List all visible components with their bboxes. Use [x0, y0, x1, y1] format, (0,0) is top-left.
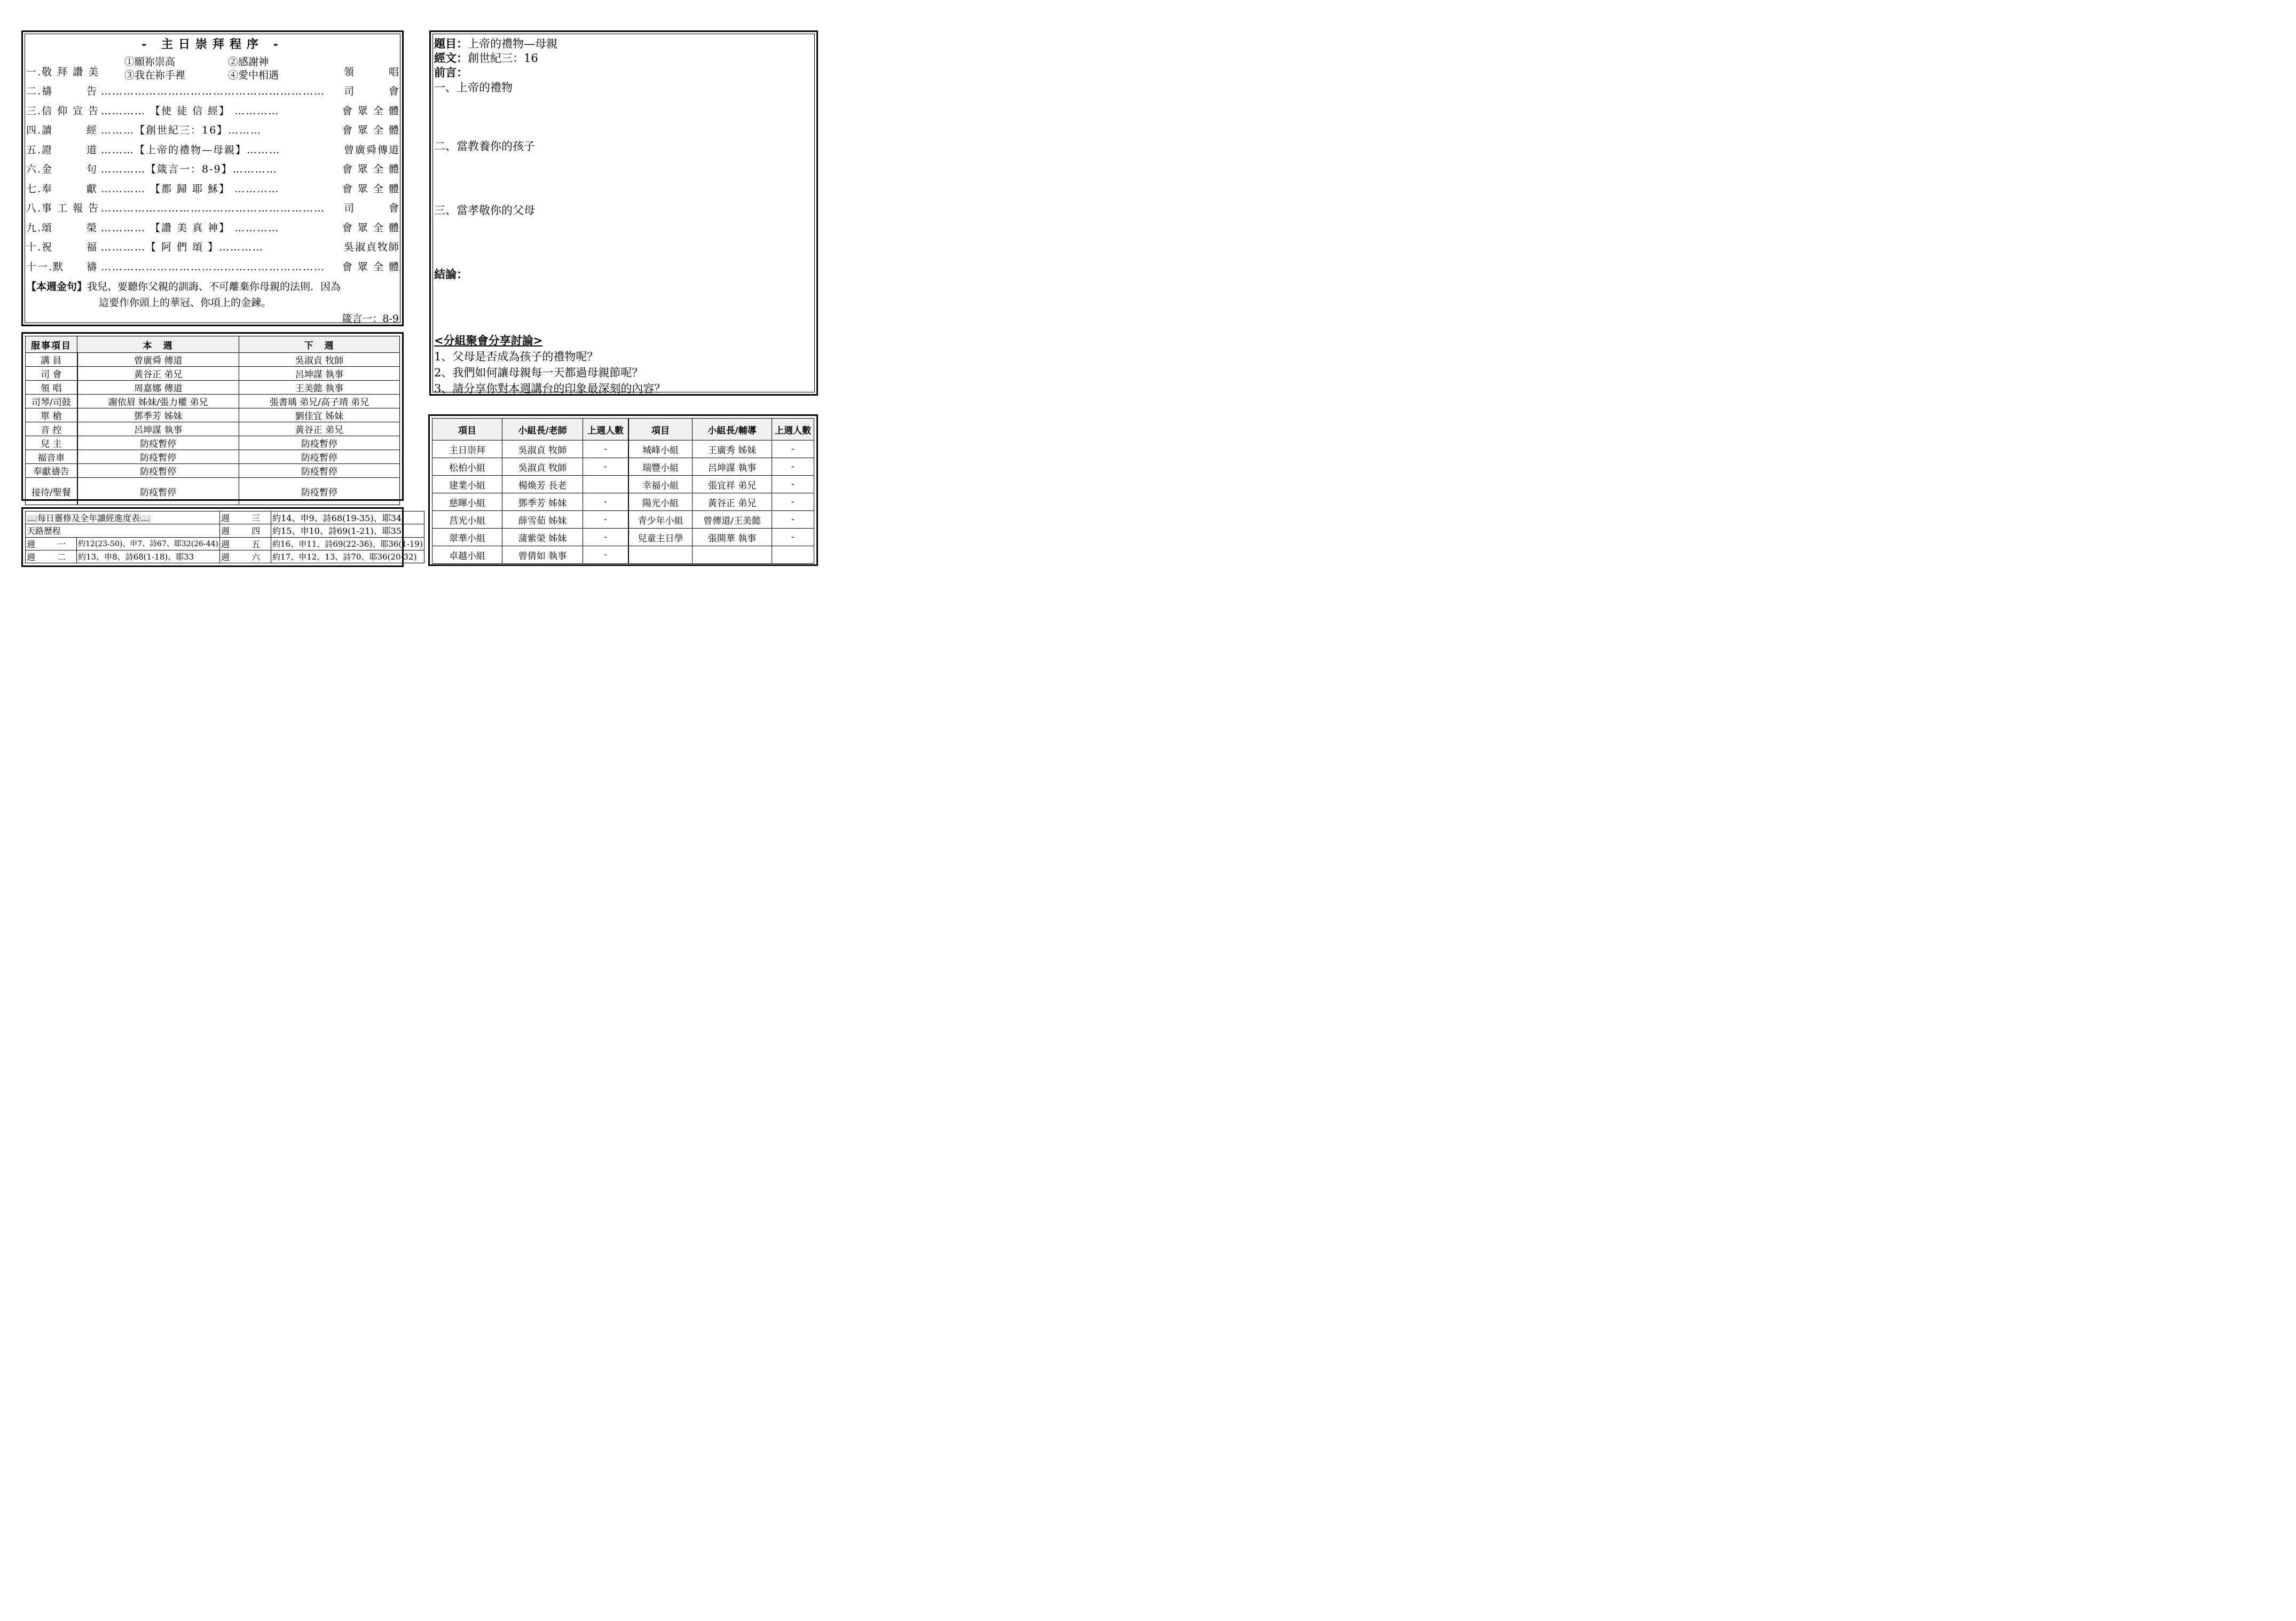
table-cell: 張宜祥 弟兄 [693, 476, 772, 493]
table-cell: 建業小組 [433, 476, 502, 493]
table-cell [772, 546, 814, 564]
sermon-point: 一、上帝的禮物 [434, 81, 513, 94]
table-cell: 曾倩如 執事 [502, 546, 583, 564]
worship-item [26, 101, 400, 121]
table-header-row [433, 419, 814, 440]
day-label: 週 二 [26, 550, 77, 563]
sermon-topic-text: 上帝的禮物—母親 [468, 37, 557, 50]
table-cell: 青少年小組 [628, 511, 693, 529]
worship-item-leader: 會 眾 全 體 [342, 222, 400, 234]
table-row [433, 546, 814, 564]
worship-item-leader: 會 眾 全 體 [342, 183, 400, 195]
table-cell: 吳淑貞 牧師 [239, 353, 400, 367]
table-cell [693, 546, 772, 564]
day-label: 週 五 [220, 537, 271, 550]
praise-song: ④愛中相遇 [228, 69, 279, 81]
table-cell: 接待/聖餐 [26, 478, 77, 505]
table-cell: 呂坤謀 執事 [77, 422, 239, 436]
table-cell: 鄧季芳 姊妹 [502, 493, 583, 511]
table-cell: 奉獻禱告 [26, 464, 77, 478]
reading-plan-panel [21, 507, 423, 567]
sermon-scripture-text: 創世紀三：16 [468, 52, 538, 65]
worship-item-detail: ………【上帝的禮物—母親】……… [101, 144, 281, 156]
table-cell: - [772, 440, 814, 458]
table-row [433, 440, 814, 458]
column-header: 下 週 [239, 336, 400, 353]
table-cell: - [772, 529, 814, 546]
table-cell: - [772, 493, 814, 511]
table-cell: 黃谷正 弟兄 [77, 367, 239, 381]
table-cell: 兒童主日學 [628, 529, 693, 546]
table-cell: 周嘉娜 傳道 [77, 381, 239, 395]
worship-item-name: 五.證 道 [26, 144, 98, 156]
table-cell: 王美懿 執事 [239, 381, 400, 395]
group-table [432, 418, 814, 564]
table-cell: 音 控 [26, 422, 77, 436]
discussion-question: 2、我們如何讓母親每一天都過母親節呢？ [434, 366, 643, 379]
table-cell: 司 會 [26, 367, 77, 381]
sermon-scripture-label: 經文： [434, 51, 468, 65]
sermon-scripture [434, 50, 538, 66]
table-cell: 鄧季芳 姊妹 [77, 408, 239, 422]
table-cell: 吳淑貞 牧師 [502, 440, 583, 458]
worship-item [26, 257, 400, 277]
weekly-verse-ref: 箴言一：8-9 [342, 313, 399, 325]
worship-item [26, 62, 400, 82]
column-header: 上週人數 [772, 419, 814, 440]
table-row [433, 493, 814, 511]
table-row [26, 550, 424, 563]
worship-item-name: 十.祝 福 [26, 241, 98, 253]
table-cell: 王廣秀 姊妹 [693, 440, 772, 458]
table-cell: 兒 主 [26, 436, 77, 450]
table-row [26, 512, 424, 524]
reading-plan-table [25, 511, 424, 563]
column-header: 服事項目 [26, 336, 77, 353]
worship-item-name: 七.奉 獻 [26, 183, 98, 195]
sermon-topic-label: 題目： [434, 37, 468, 50]
column-header: 小組長/輔導 [693, 419, 772, 440]
weekly-verse-line2: 這要作你頭上的華冠、你項上的金鍊。 [99, 297, 272, 309]
service-table [25, 336, 400, 505]
worship-item-detail: …………【箴言一：8-9】………… [101, 163, 278, 175]
worship-item-name: 一.敬 拜 讚 美 [26, 66, 100, 78]
sermon-point: 二、當教養你的孩子 [434, 140, 535, 153]
table-cell: - [583, 458, 629, 476]
table-cell: 陽光小組 [628, 493, 693, 511]
table-cell: 防疫暫停 [239, 478, 400, 505]
column-header: 項目 [433, 419, 502, 440]
reading-text: 約15、申10、詩69(1-21)、耶35 [271, 524, 424, 537]
table-cell: 劉佳宜 姊妹 [239, 408, 400, 422]
table-cell: 呂坤謀 執事 [693, 458, 772, 476]
worship-item-name: 三.信 仰 宣 告 [26, 105, 100, 117]
worship-item-leader: 會 眾 全 體 [342, 105, 400, 117]
column-header: 本 週 [77, 336, 239, 353]
table-row [26, 408, 400, 422]
worship-item-name: 九.頌 榮 [26, 222, 98, 234]
worship-item [26, 121, 400, 140]
table-cell: 防疫暫停 [239, 450, 400, 464]
table-cell: - [772, 476, 814, 493]
table-cell: 防疫暫停 [77, 464, 239, 478]
table-cell: - [772, 511, 814, 529]
weekly-verse-line1: 我兒、要聽你父親的訓誨、不可離棄你母親的法則．因為 [87, 281, 341, 293]
worship-item-detail: …………………………………………………… [101, 261, 325, 273]
day-label: 週 四 [220, 524, 271, 537]
table-cell: 曾廣舜 傳道 [77, 353, 239, 367]
table-cell: 領 唱 [26, 381, 77, 395]
book-icon: 📖 [139, 513, 151, 524]
table-cell: 幸福小組 [628, 476, 693, 493]
worship-item [26, 199, 400, 218]
worship-item [26, 238, 400, 257]
table-row [26, 395, 400, 408]
praise-song: ③我在祢手裡 [124, 69, 186, 81]
table-row [26, 464, 400, 478]
worship-item-leader: 會 眾 全 體 [342, 124, 400, 136]
table-cell: - [583, 493, 629, 511]
table-row [26, 353, 400, 367]
table-row [26, 436, 400, 450]
reading-text: 約16、申11、詩69(22-36)、耶36(1-19) [271, 537, 424, 550]
column-header: 項目 [628, 419, 693, 440]
worship-item-leader: 領 唱 [343, 66, 400, 78]
table-cell: 薛雪茹 姊妹 [502, 511, 583, 529]
day-label: 週 一 [26, 537, 77, 550]
worship-item [26, 140, 400, 160]
worship-item [26, 218, 400, 238]
worship-item-leader: 曾廣舜傳道 [343, 144, 400, 156]
discussion-title: <分組聚會分享討論> [434, 334, 543, 347]
table-row [26, 537, 424, 550]
praise-song: ①願祢崇高 [124, 56, 176, 68]
table-cell: 卓越小組 [433, 546, 502, 564]
worship-item-leader: 司 會 [343, 202, 400, 214]
table-row [26, 367, 400, 381]
table-cell: - [583, 440, 629, 458]
reading-text: 約14、申9、詩68(19-35)、耶34 [271, 512, 424, 524]
table-cell: 張書瑀 弟兄/高子靖 弟兄 [239, 395, 400, 408]
table-cell: 司琴/司鼓 [26, 395, 77, 408]
worship-item-name: 八.事 工 報 告 [26, 202, 100, 214]
table-cell: 防疫暫停 [77, 436, 239, 450]
worship-item-leader: 會 眾 全 體 [342, 261, 400, 273]
table-cell: 吳淑貞 牧師 [502, 458, 583, 476]
reading-text: 約17、申12、13、詩70、耶36(20-32) [271, 550, 424, 563]
reading-text: 約12(23-50)、申7、詩67、耶32(26-44) [77, 537, 220, 550]
table-cell: 黃谷正 弟兄 [693, 493, 772, 511]
table-row [26, 524, 424, 537]
weekly-verse-label: 【本週金句】 [26, 281, 88, 293]
table-cell: 慈暉小組 [433, 493, 502, 511]
worship-item-detail: ………… 【都 歸 耶 穌】 ………… [101, 183, 280, 195]
day-label: 週 三 [220, 512, 271, 524]
table-cell: 蒲紫榮 姊妹 [502, 529, 583, 546]
table-cell: 謝依眉 姊妹/張力權 弟兄 [77, 395, 239, 408]
book-icon: 📖 [27, 513, 37, 524]
worship-item-name: 二.禱 告 [26, 85, 98, 97]
sermon-notes-panel [429, 30, 818, 396]
worship-item [26, 179, 400, 199]
reading-plan-title-cell [26, 512, 220, 524]
table-cell: 城峰小組 [628, 440, 693, 458]
reading-text: 約13、申8、詩68(1-18)、耶33 [77, 550, 220, 563]
service-schedule-panel [21, 332, 404, 501]
table-row [26, 381, 400, 395]
table-cell: 黃谷正 弟兄 [239, 422, 400, 436]
reading-plan-title: 每日靈修及全年讀經進度表 [37, 513, 140, 524]
worship-item-detail: …………【 阿 們 頌 】………… [101, 241, 264, 253]
worship-item-leader: 吳淑貞牧師 [343, 241, 400, 253]
table-cell: 防疫暫停 [77, 450, 239, 464]
praise-song: ②感謝神 [228, 56, 269, 68]
worship-order-panel [21, 30, 404, 326]
worship-item-detail: …………………………………………………… [101, 202, 325, 214]
table-cell: - [583, 511, 629, 529]
discussion-question: 3、請分享你對本週講台的印象最深刻的內容？ [434, 382, 666, 395]
table-cell: 講 員 [26, 353, 77, 367]
table-cell: - [583, 546, 629, 564]
table-cell [628, 546, 693, 564]
table-cell: - [772, 458, 814, 476]
table-cell: 曾傳道/王美懿 [693, 511, 772, 529]
worship-title: - 主日崇拜程序 - [141, 37, 284, 51]
reading-note: 天路歷程 [26, 524, 220, 537]
column-header: 上週人數 [583, 419, 629, 440]
table-row [26, 450, 400, 464]
day-label: 週 六 [220, 550, 271, 563]
sermon-point: 三、當孝敬你的父母 [434, 204, 535, 217]
table-cell: 莒光小組 [433, 511, 502, 529]
table-header-row [26, 336, 400, 353]
worship-item-leader: 司 會 [343, 85, 400, 97]
worship-item-name: 四.讀 經 [26, 124, 98, 136]
worship-item [26, 82, 400, 101]
table-row [433, 511, 814, 529]
worship-item-detail: ………【創世紀三：16】……… [101, 124, 262, 136]
table-row [433, 476, 814, 493]
table-cell: - [583, 529, 629, 546]
table-cell: 翠華小組 [433, 529, 502, 546]
table-cell: 松柏小組 [433, 458, 502, 476]
table-cell: 楊煥芳 長老 [502, 476, 583, 493]
worship-item-detail: ………… 【讚 美 真 神】 ………… [101, 222, 280, 234]
worship-item-detail: ………… 【使 徒 信 經】 ………… [101, 105, 280, 117]
table-cell: 瑞豐小組 [628, 458, 693, 476]
worship-item-leader: 會 眾 全 體 [342, 163, 400, 175]
table-row [433, 458, 814, 476]
sermon-topic [434, 35, 557, 51]
column-header: 小組長/老師 [502, 419, 583, 440]
table-cell: 福音車 [26, 450, 77, 464]
worship-item [26, 160, 400, 179]
table-cell: 防疫暫停 [77, 478, 239, 505]
table-row [433, 529, 814, 546]
worship-item-detail: …………………………………………………… [101, 85, 325, 97]
table-row [26, 478, 400, 505]
table-cell: 主日崇拜 [433, 440, 502, 458]
table-cell [583, 476, 629, 493]
group-attendance-panel [428, 414, 818, 566]
table-cell: 防疫暫停 [239, 464, 400, 478]
table-cell: 張開華 執事 [693, 529, 772, 546]
worship-item-name: 六.金 句 [26, 163, 98, 175]
weekly-verse [26, 279, 400, 325]
table-cell: 單 槍 [26, 408, 77, 422]
table-cell: 呂坤謀 執事 [239, 367, 400, 381]
table-cell: 防疫暫停 [239, 436, 400, 450]
sermon-intro-label: 前言： [434, 66, 468, 79]
table-row [26, 422, 400, 436]
worship-item-name: 十一.默 禱 [26, 261, 98, 273]
discussion-question: 1、父母是否成為孩子的禮物呢？ [434, 350, 599, 363]
sermon-conclusion-label: 結論： [434, 267, 468, 281]
